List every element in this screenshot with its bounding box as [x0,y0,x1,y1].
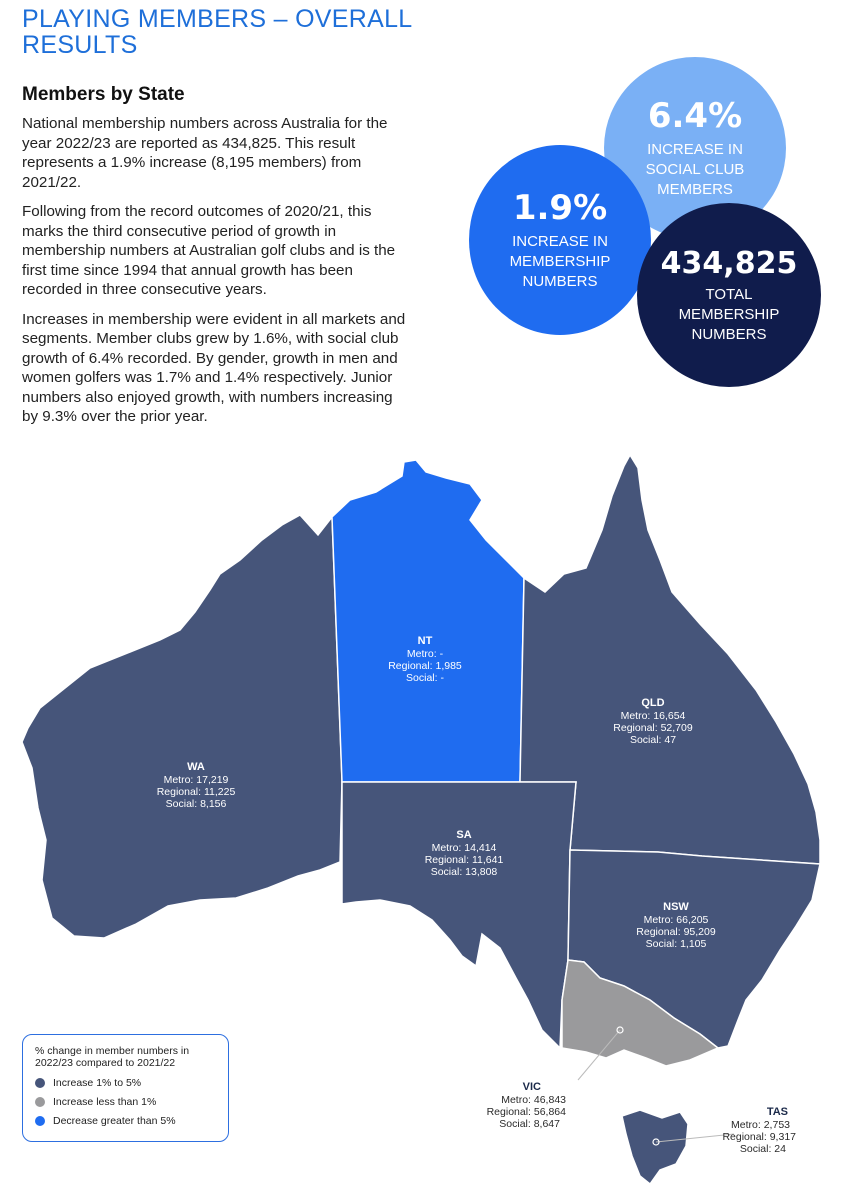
sa-regional: Regional: 11,641 [424,854,504,866]
map-legend [22,1034,229,1142]
nsw-regional: Regional: 95,209 [636,926,716,938]
wa-name: WA [187,761,205,773]
legend-dot-icon [35,1078,45,1088]
label-vic [487,1081,567,1130]
wa-metro: Metro: 17,219 [163,774,229,786]
stat-increase-label [510,232,611,292]
section-subtitle: Members by State [22,84,185,105]
stat-social-value: 6.4% [647,96,743,136]
tas-regional: Regional: 9,317 [722,1131,796,1143]
legend-title: % change in member numbers in 2022/23 compared to 2021/22 [35,1045,190,1069]
legend-item-increase-1-to-5 [35,1077,216,1089]
nsw-metro: Metro: 66,205 [643,914,709,926]
page-title-line-1: PLAYING MEMBERS – OVERALL [22,5,413,33]
vic-social: Social: 8,647 [499,1118,560,1130]
state-wa [22,515,342,938]
stat-circle-total-membership [637,203,821,387]
qld-social: Social: 47 [629,734,677,746]
qld-regional: Regional: 52,709 [613,722,693,734]
stat-social-label-2: SOCIAL CLUB [645,161,745,178]
tas-name: TAS [766,1106,788,1118]
tas-social: Social: 24 [739,1143,786,1155]
paragraph-3: Increases in membership were evident in all markets and segments. Member clubs grew by 1.6%, with social club growth of 6.4% recorded. By gender, growth in men and women golfers was 1.7% and 1.4% respectively. Junior numbers also enjoyed growth, with numbers increasing by 9.3% over the prior year. [22,310,406,425]
vic-metro: Metro: 46,843 [501,1094,566,1106]
qld-metro: Metro: 16,654 [620,710,686,722]
stat-social-label-1: INCREASE IN [647,141,743,158]
stat-increase-label-3: NUMBERS [522,273,598,290]
stat-increase-value: 1.9% [512,188,608,228]
legend-label: Increase less than 1% [53,1096,157,1108]
nt-name: NT [417,635,433,647]
legend-item-decrease-gt-5 [35,1115,216,1127]
label-tas [722,1106,796,1155]
nsw-social: Social: 1,105 [645,938,707,950]
paragraph-2: Following from the record outcomes of 2020/21, this marks the third consecutive period of growth in membership numbers at Australian golf clubs and is the first time since 1994 that annual growth has been recorded in three consecutive years. [22,203,396,298]
stat-total-value: 434,825 [660,245,798,281]
stat-social-label [646,140,745,200]
nt-regional: Regional: 1,985 [388,660,462,672]
vic-regional: Regional: 56,864 [486,1106,566,1118]
stat-circle-membership-increase [469,145,651,335]
page-title [22,6,413,58]
wa-regional: Regional: 11,225 [156,786,236,798]
stat-total-label-2: MEMBERSHIP [678,305,780,323]
sa-social: Social: 13,808 [430,866,498,878]
state-nt [332,460,524,782]
intro-text [22,114,407,437]
nt-metro: Metro: - [406,648,444,660]
legend-item-increase-less-1 [35,1096,216,1108]
state-sa [342,782,576,1048]
legend-dot-icon [35,1097,45,1107]
stat-total-label [679,285,780,345]
state-tas [622,1110,688,1184]
stat-increase-label-1: INCREASE IN [512,233,608,250]
sa-name: SA [456,829,472,841]
page-title-line-2: RESULTS [22,31,138,59]
tas-metro: Metro: 2,753 [731,1119,790,1131]
nt-social: Social: - [406,672,444,684]
legend-label: Increase 1% to 5% [53,1077,142,1089]
qld-name: QLD [641,697,665,709]
vic-name: VIC [522,1081,541,1093]
legend-dot-icon [35,1116,45,1126]
wa-social: Social: 8,156 [165,798,227,810]
stat-total-label-3: NUMBERS [691,325,767,343]
stat-increase-label-2: MEMBERSHIP [509,253,611,270]
nsw-name: NSW [663,901,689,913]
paragraph-1: National membership numbers across Australia for the year 2022/23 are reported as 434,825. This result represents a 1.9% increase (8,195 members) from 2021/22. [22,115,388,191]
stat-total-label-1: TOTAL [705,285,753,303]
legend-label: Decrease greater than 5% [53,1115,176,1127]
stat-social-label-3: MEMBERS [657,181,733,198]
sa-metro: Metro: 14,414 [431,842,497,854]
